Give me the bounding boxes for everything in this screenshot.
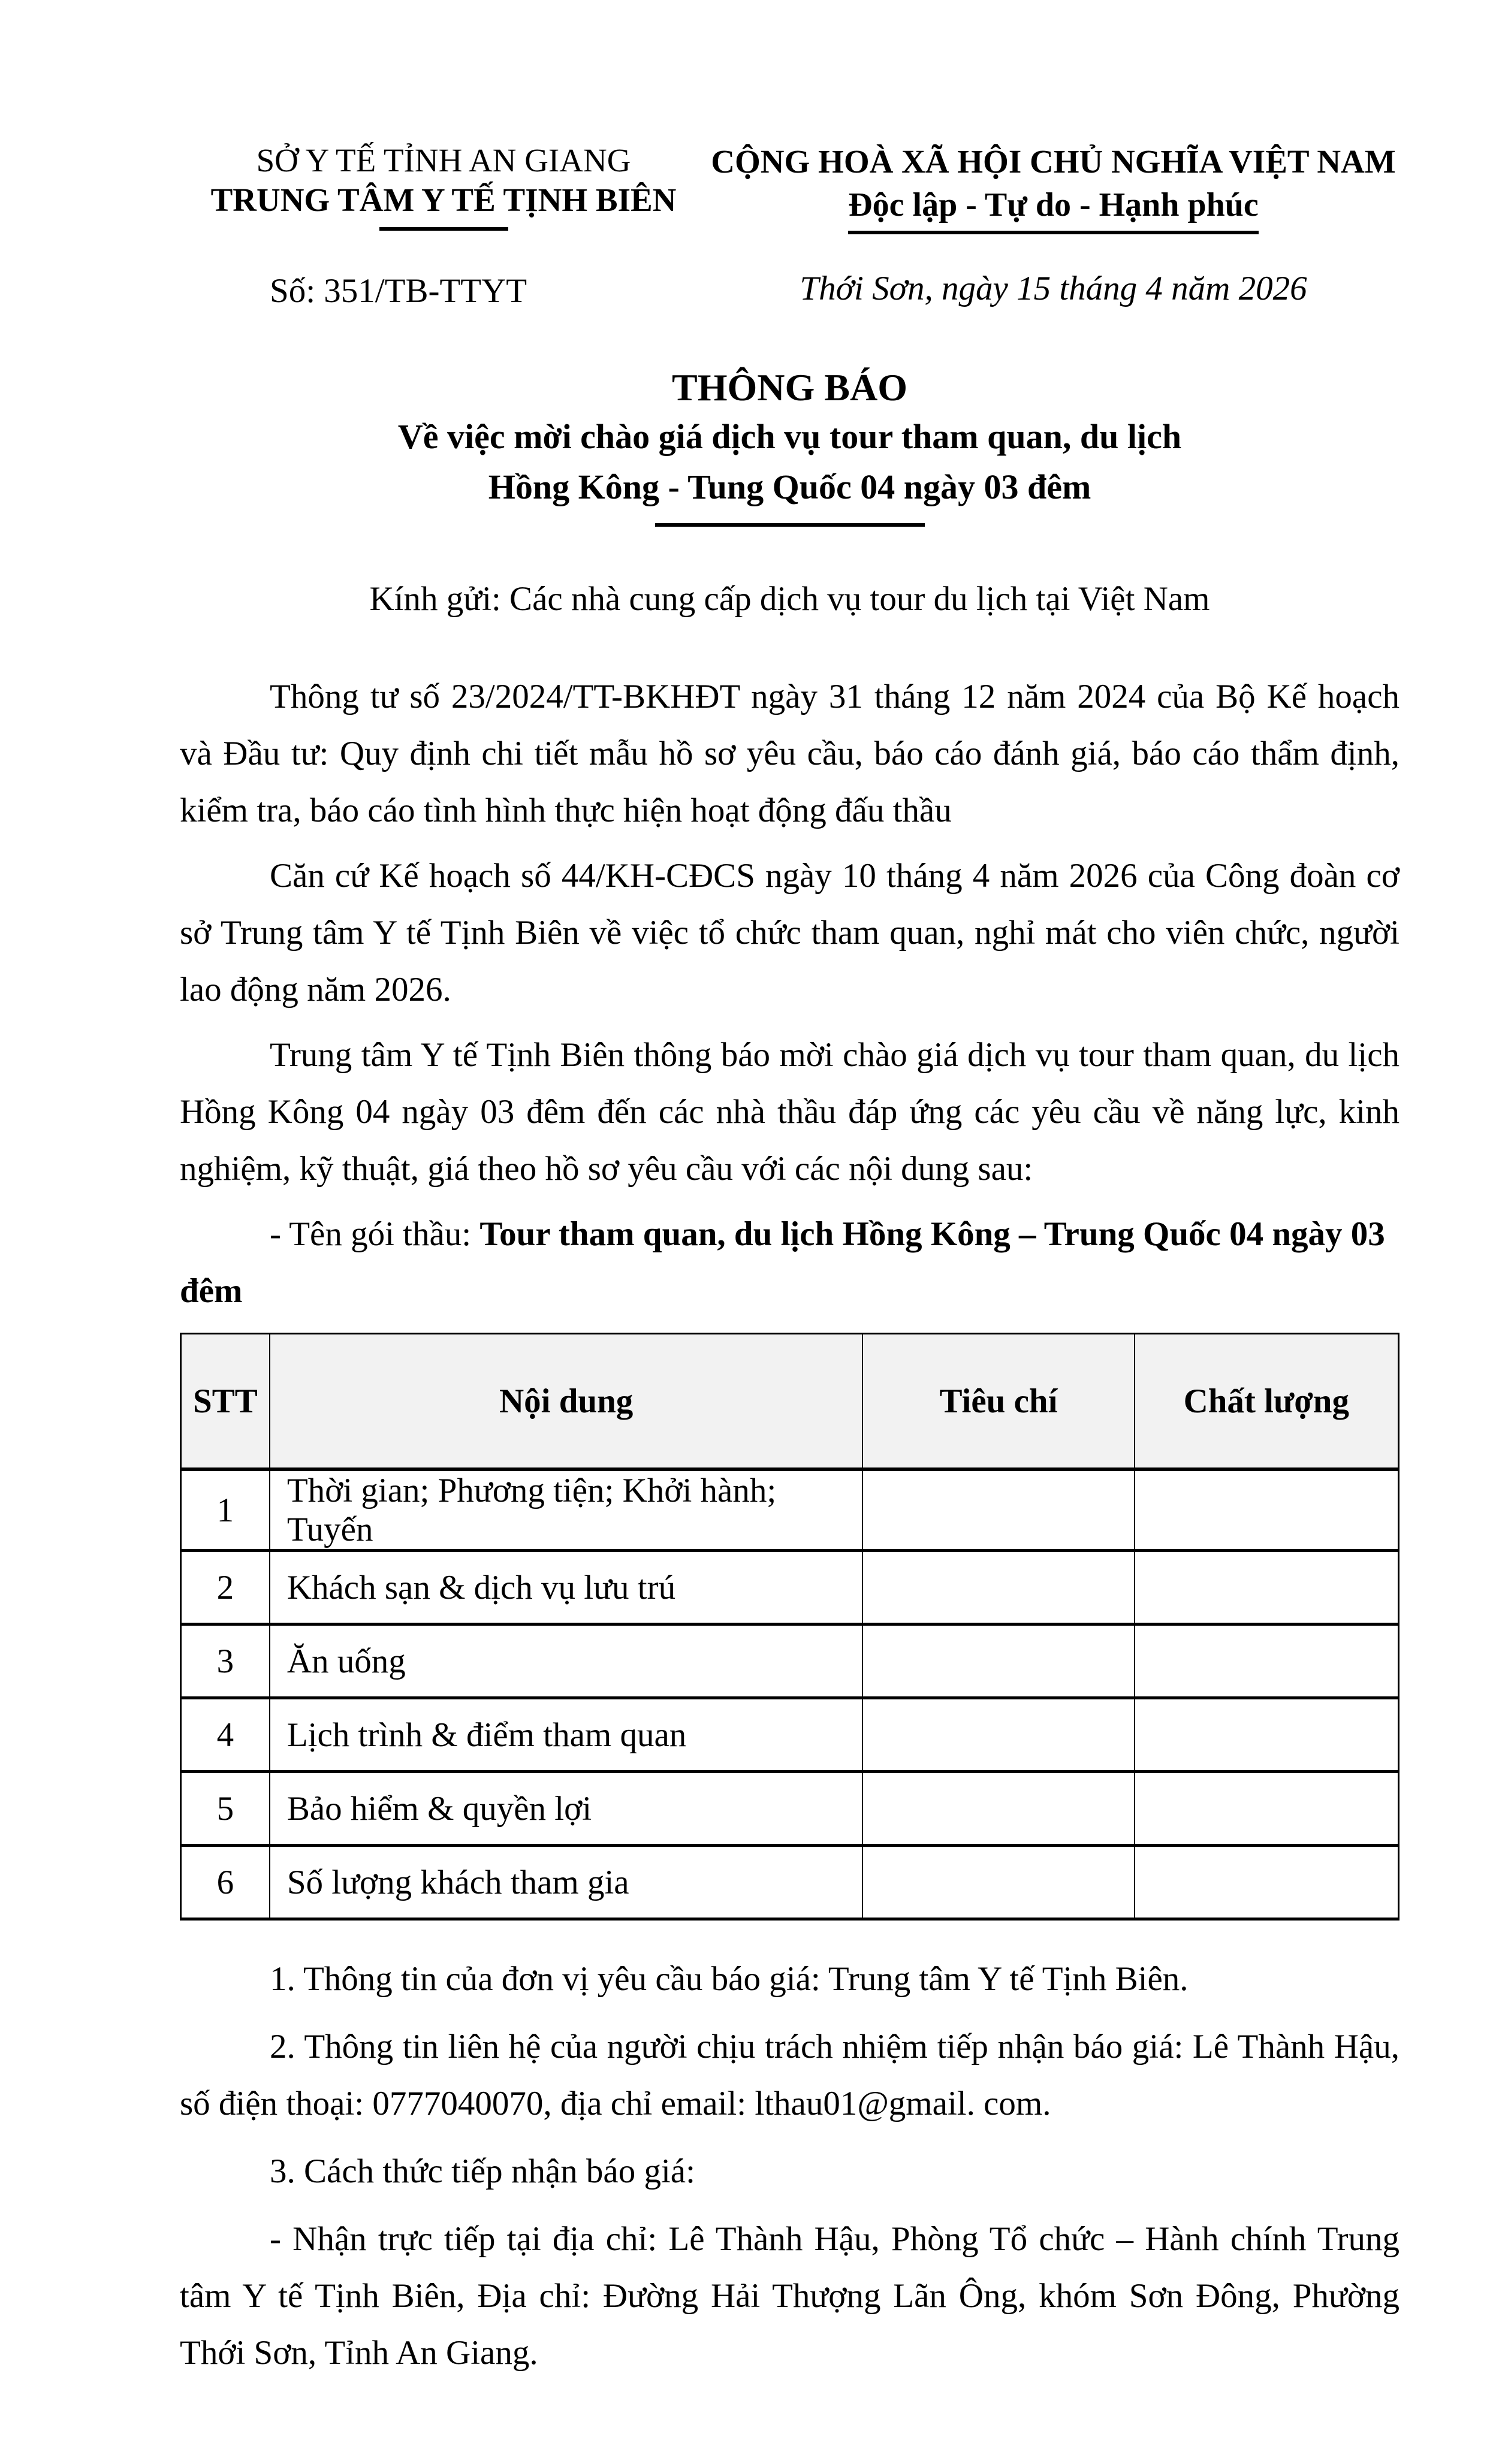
row-stt: 6 [181, 1846, 270, 1919]
package-name-value: Tour tham quan, du lịch Hồng Kông – Trung Quốc 04 ngày 03 đêm [180, 1215, 1385, 1310]
note-requester-info: 1. Thông tin của đơn vị yêu cầu báo giá: Trung tâm Y tế Tịnh Biên. [270, 1960, 1189, 1998]
national-motto-wrap [707, 184, 1399, 234]
row-tieu-chi [862, 1698, 1134, 1772]
criteria-table [180, 1333, 1399, 1921]
title-block [180, 364, 1399, 527]
row-tieu-chi [862, 1772, 1134, 1846]
org-name: TRUNG TÂM Y TẾ TỊNH BIÊN [210, 182, 677, 218]
document-header [180, 141, 1399, 311]
title-rule [655, 523, 925, 527]
row-chat-luong [1135, 1551, 1399, 1624]
document-number: Số: 351/TB-TTYT [270, 272, 527, 310]
paragraph-announcement: Trung tâm Y tế Tịnh Biên thông báo mời chào giá dịch vụ tour tham quan, du lịch Hồng Kông 04 ngày 03 đêm đến các nhà thầu đáp ứng các yêu cầu về năng lực, kinh nghiệm, kỹ thuật, giá theo hồ sơ yêu cầu với các nội dung sau: [180, 1036, 1399, 1188]
column-header-stt: STT [181, 1334, 270, 1470]
row-tieu-chi [862, 1551, 1134, 1624]
row-chat-luong [1135, 1772, 1399, 1846]
table-row [181, 1624, 1399, 1698]
row-tieu-chi [862, 1624, 1134, 1698]
row-content: Thời gian; Phương tiện; Khởi hành; Tuyến [270, 1469, 863, 1551]
row-stt: 1 [181, 1469, 270, 1551]
table-row [181, 1846, 1399, 1919]
table-row [181, 1469, 1399, 1551]
org-header-rule [379, 227, 508, 231]
table-row [181, 1772, 1399, 1846]
criteria-table-head [181, 1334, 1399, 1470]
paragraph-legal-basis-2: Căn cứ Kế hoạch số 44/KH-CĐCS ngày 10 tháng 4 năm 2026 của Công đoàn cơ sở Trung tâm Y tế Tịnh Biên về việc tổ chức tham quan, nghỉ mát cho viên chức, người lao động năm 2026. [180, 857, 1399, 1008]
column-header-noi-dung: Nội dung [270, 1334, 863, 1470]
table-header-row [181, 1334, 1399, 1470]
package-name-line [180, 1206, 1399, 1319]
national-motto: Độc lập - Tự do - Hạnh phúc [848, 184, 1259, 234]
salutation-line: Kính gửi: Các nhà cung cấp dịch vụ tour du lịch tại Việt Nam [369, 580, 1210, 618]
note-contact-info: 2. Thông tin liên hệ của người chịu trách nhiệm tiếp nhận báo giá: Lê Thành Hậu, số điện thoại: 0777040070, địa chỉ email: lthau01@gmail. com. [180, 2028, 1399, 2122]
document-body [180, 668, 1399, 2381]
row-content: Khách sạn & dịch vụ lưu trú [270, 1551, 863, 1624]
row-content: Bảo hiểm & quyền lợi [270, 1772, 863, 1846]
row-tieu-chi [862, 1469, 1134, 1551]
notes-section [180, 1950, 1399, 2381]
row-stt: 5 [181, 1772, 270, 1846]
org-header-block [180, 141, 707, 311]
note-reception-method: 3. Cách thức tiếp nhận báo giá: [270, 2152, 695, 2190]
row-chat-luong [1135, 1624, 1399, 1698]
criteria-table-body [181, 1469, 1399, 1919]
row-content: Số lượng khách tham gia [270, 1846, 863, 1919]
table-row [181, 1551, 1399, 1624]
row-content: Lịch trình & điểm tham quan [270, 1698, 863, 1772]
row-stt: 4 [181, 1698, 270, 1772]
document-subtitle-2: Hồng Kông - Tung Quốc 04 ngày 03 đêm [488, 467, 1091, 506]
document-subtitle-1: Về việc mời chào giá dịch vụ tour tham quan, du lịch [397, 417, 1182, 456]
row-chat-luong [1135, 1469, 1399, 1551]
table-row [181, 1698, 1399, 1772]
row-tieu-chi [862, 1846, 1134, 1919]
paragraph-legal-basis-1: Thông tư số 23/2024/TT-BKHĐT ngày 31 tháng 12 năm 2024 của Bộ Kế hoạch và Đầu tư: Quy định chi tiết mẫu hồ sơ yêu cầu, báo cáo đánh giá, báo cáo thẩm định, kiểm tra, báo cáo tình hình thực hiện hoạt động đấu thầu [180, 678, 1399, 829]
row-chat-luong [1135, 1846, 1399, 1919]
document-title: THÔNG BÁO [672, 366, 907, 409]
org-parent-name: SỞ Y TẾ TỈNH AN GIANG [256, 142, 631, 179]
row-chat-luong [1135, 1698, 1399, 1772]
row-stt: 3 [181, 1624, 270, 1698]
row-content: Ăn uống [270, 1624, 863, 1698]
note-reception-address: - Nhận trực tiếp tại địa chỉ: Lê Thành Hậu, Phòng Tổ chức – Hành chính Trung tâm Y tế Tịnh Biên, Địa chỉ: Đường Hải Thượng Lãn Ông, khóm Sơn Đông, Phường Thới Sơn, Tỉnh An Giang. [180, 2220, 1399, 2372]
national-title: CỘNG HOÀ XÃ HỘI CHỦ NGHĨA VIỆT NAM [711, 143, 1396, 180]
place-date-line: Thới Sơn, ngày 15 tháng 4 năm 2026 [800, 270, 1307, 307]
column-header-chat-luong: Chất lượng [1135, 1334, 1399, 1470]
package-name-label: - Tên gói thầu: [270, 1215, 480, 1253]
national-motto-block [707, 141, 1399, 309]
row-stt: 2 [181, 1551, 270, 1624]
column-header-tieu-chi: Tiêu chí [862, 1334, 1134, 1470]
